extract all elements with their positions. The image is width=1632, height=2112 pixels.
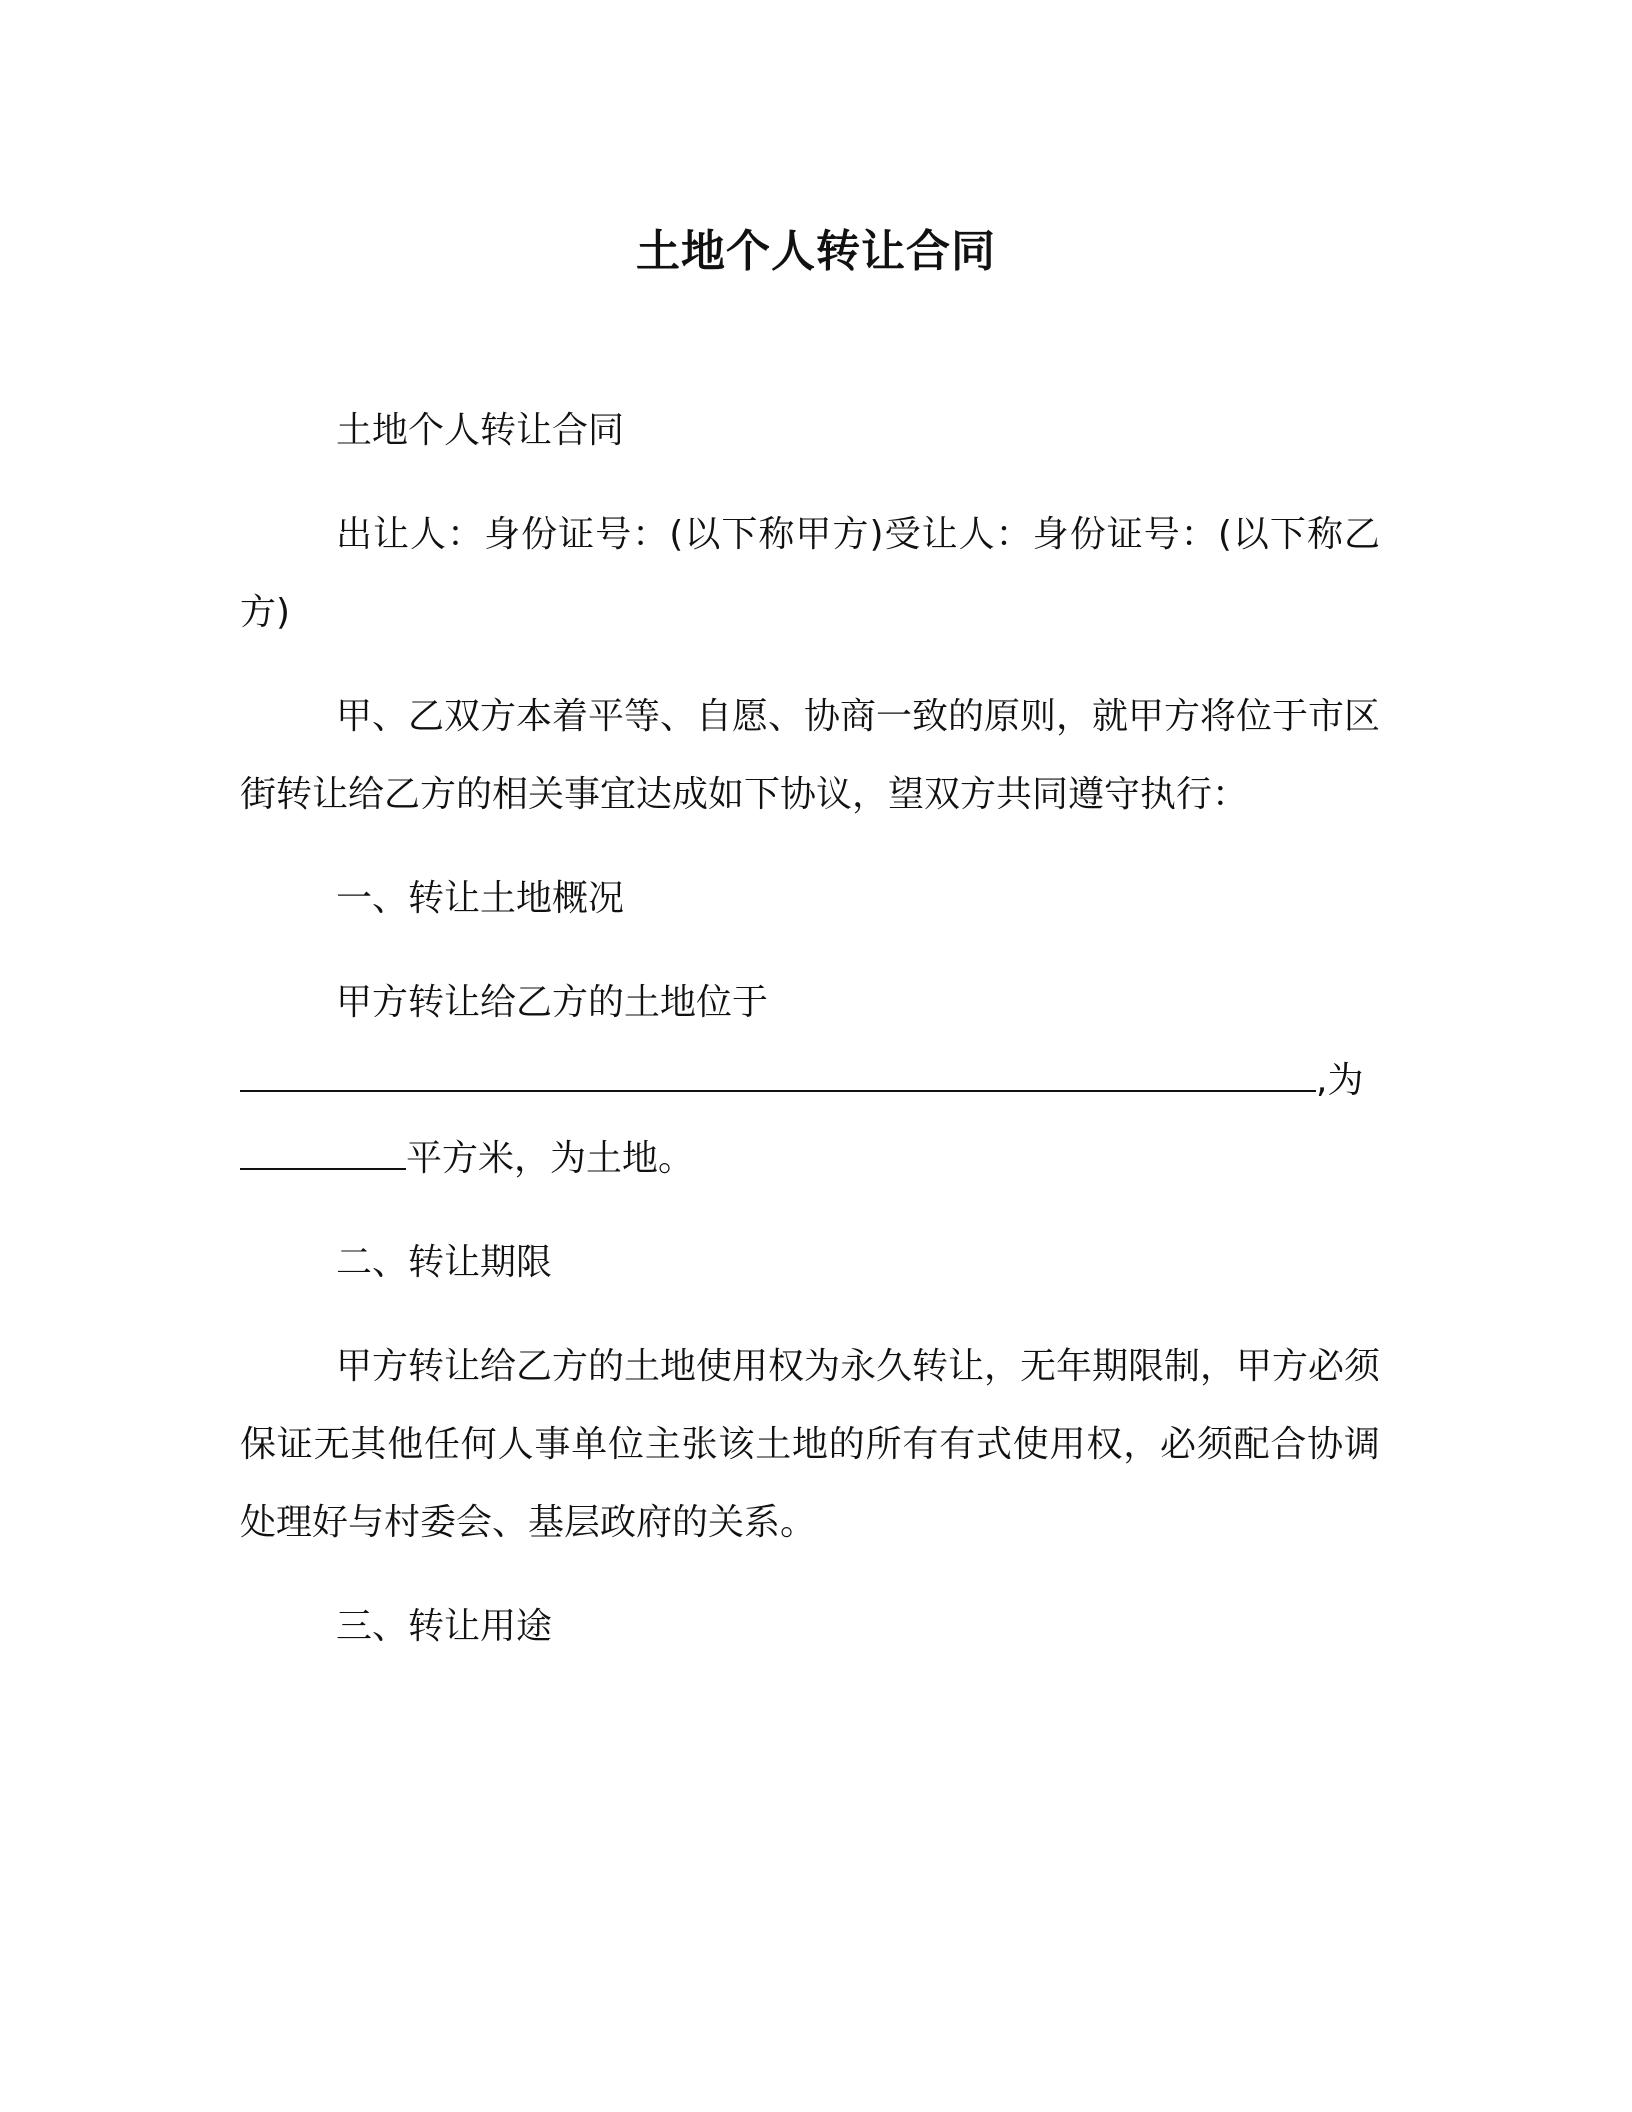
document-body xyxy=(240,392,1380,1692)
section-2-heading: 二、转让期限 xyxy=(336,1242,553,1283)
section-1-heading: 一、转让土地概况 xyxy=(336,878,625,919)
area-blank xyxy=(240,1138,406,1170)
document-title: 土地个人转让合同 xyxy=(636,226,996,277)
land-location-line: 甲方转让给乙方的土地位于 xyxy=(336,982,769,1023)
area-suffix: 平方米，为土地。 xyxy=(406,1138,695,1179)
location-blank xyxy=(240,1060,1316,1092)
land-area-line xyxy=(240,1120,1380,1198)
section-3-heading: 三、转让用途 xyxy=(336,1606,553,1647)
parties-paragraph: 出让人：身份证号：(以下称甲方)受让人：身份证号：(以下称乙方) xyxy=(240,514,1380,633)
preamble-paragraph: 甲、乙双方本着平等、自愿、协商一致的原则，就甲方将位于市区街转让给乙方的相关事宜达成如下协议，望双方共同遵守执行： xyxy=(240,696,1381,815)
section-2-body: 甲方转让给乙方的土地使用权为永久转让，无年期限制，甲方必须保证无其他任何人事单位主张该土地的所有有式使用权，必须配合协调处理好与村委会、基层政府的关系。 xyxy=(240,1346,1381,1543)
location-suffix: ,为 xyxy=(1316,1060,1364,1101)
land-location-blank-line xyxy=(240,1042,1380,1120)
subtitle: 土地个人转让合同 xyxy=(336,410,625,451)
section-1-body xyxy=(240,964,1380,1198)
